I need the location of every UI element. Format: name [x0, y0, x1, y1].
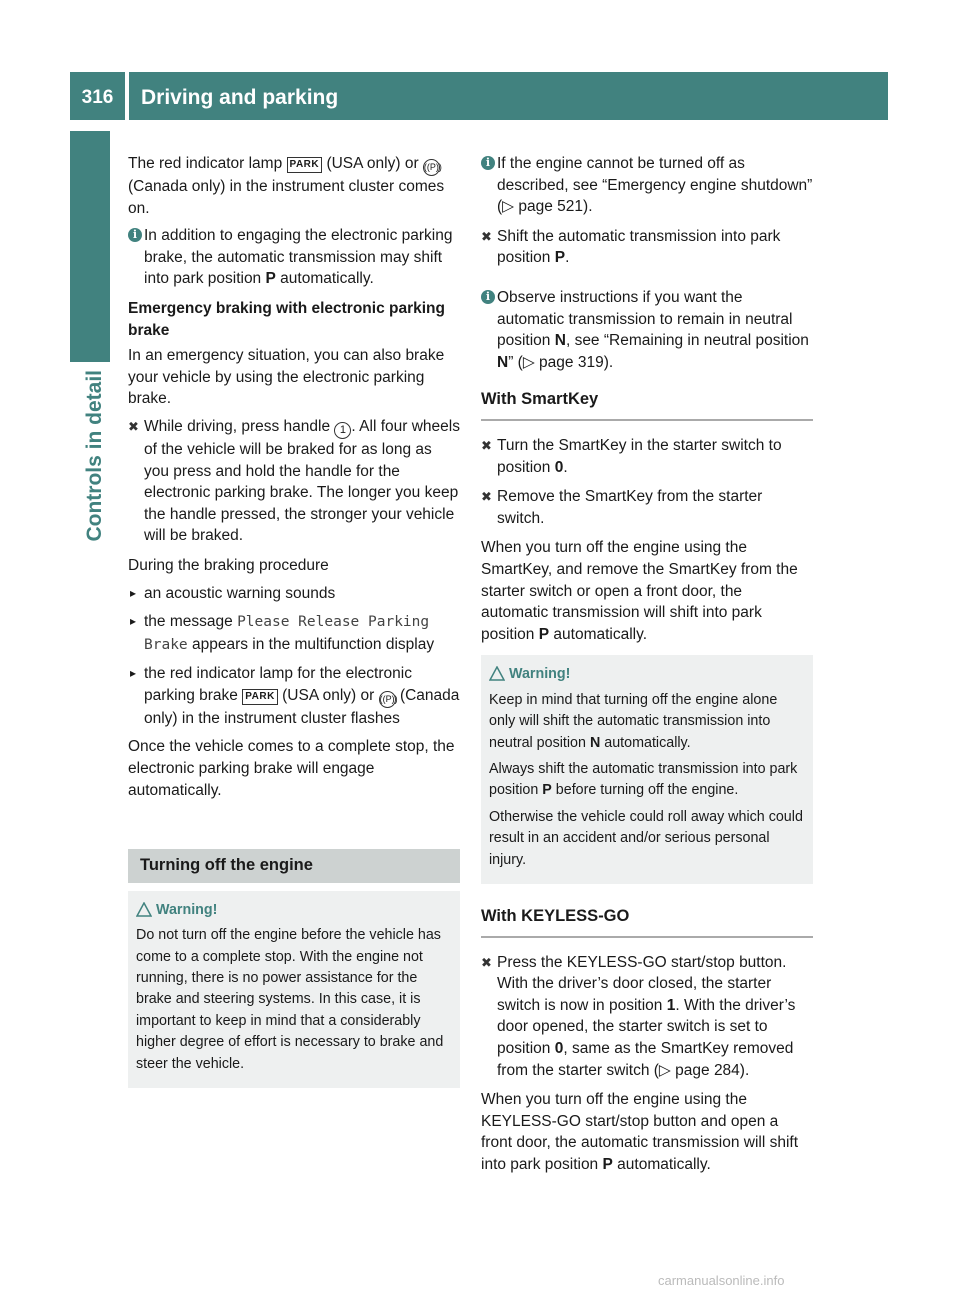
left-column [128, 153, 460, 1110]
step-arrow-icon: ✖ [481, 489, 492, 505]
intro-paragraph: The red indicator lamp PARK (USA only) or ((P)) (Canada only) in the instrument cluster comes on. [128, 155, 445, 217]
park-indicator-icon: PARK [287, 157, 323, 173]
list-item: ▸ the message Please Release Parking Brake appears in the multifunction display [130, 613, 435, 653]
warning-text: Always shift the automatic transmission into park position P before turning off the engine. [489, 760, 798, 799]
step-item: ✖ Remove the SmartKey from the starter switch. [481, 488, 763, 527]
page-title: Driving and parking [129, 72, 888, 120]
right-column [481, 153, 813, 1181]
warning-text: Do not turn off the engine before the vehicle has come to a complete stop. With the engine not running, there is no power assistance for the brake and steering systems. In this case, it is important to keep in mind that a considerably higher degree of effort is necessary to brake and steer the vehicle. [136, 927, 444, 1072]
canada-brake-indicator-icon: ((P)) [423, 159, 440, 176]
info-icon: i [481, 290, 495, 304]
display-message: Please Release Parking Brake [144, 614, 430, 653]
step-item: ✖ Press the KEYLESS-GO start/stop button. With the driver’s door closed, the starter switch is now in position 1. With the driver’s door opened, the starter switch is set to position 0, same as the SmartKey removed from the starter switch (▷ page 284). [481, 953, 796, 1079]
info-note: i Observe instructions if you want the automatic transmission to remain in neutral position N, see “Remaining in neutral position N” (▷ page 319). [481, 287, 813, 373]
list-item: ▸ the red indicator lamp for the electronic parking brake PARK (USA only) or ((P)) (Canada only) in the instrument cluster flashes [130, 665, 460, 727]
warning-icon [136, 902, 152, 917]
info-note: i In addition to engaging the electronic parking brake, the automatic transmission may shift into park position P automatically. [128, 225, 460, 290]
list-item: ▸ an acoustic warning sounds [128, 583, 460, 605]
step-arrow-icon: ✖ [481, 228, 492, 244]
info-icon: i [481, 156, 495, 170]
during-text: During the braking procedure [128, 556, 329, 574]
warning-icon [489, 666, 505, 681]
emergency-heading: Emergency braking with electronic parking brake [128, 299, 445, 339]
step-arrow-icon: ✖ [481, 954, 492, 970]
info-icon: i [128, 228, 142, 242]
once-text: Once the vehicle comes to a complete stop, the electronic parking brake will engage automatically. [128, 738, 455, 799]
page-number: 316 [70, 72, 125, 120]
bullet-icon: ▸ [130, 614, 137, 629]
step-item: ✖ Turn the SmartKey in the starter switch to position 0. [481, 436, 782, 476]
warning-box [481, 655, 813, 884]
side-tab [84, 370, 124, 600]
side-tab-marker [70, 131, 110, 362]
info-note: i If the engine cannot be turned off as described, see “Emergency engine shutdown” (▷ page 521). [481, 153, 813, 218]
park-indicator-icon: PARK [242, 689, 278, 705]
bullet-icon: ▸ [130, 666, 137, 681]
step-arrow-icon: ✖ [481, 437, 492, 453]
emergency-text: In an emergency situation, you can also brake your vehicle by using the electronic parking brake. [128, 347, 445, 408]
watermark: carmanualsonline.info [658, 1273, 785, 1288]
step-item: ✖ While driving, press handle 1 . All four wheels of the vehicle will be braked for as long as you press and hold the handle for the electronic parking brake. The longer you keep the handle pressed, the stronger your vehicle will be braked. [128, 417, 460, 545]
bullet-icon: ▸ [130, 585, 137, 600]
warning-box [128, 891, 460, 1088]
warning-text: Keep in mind that turning off the engine alone only will shift the automatic transmission into neutral position N automatically. [489, 691, 778, 751]
handle-number-icon: 1 [334, 422, 351, 439]
smartkey-text: When you turn off the engine using the SmartKey, and remove the SmartKey from the starter switch or open a front door, the automatic transmission will shift into park position P automatically. [481, 539, 798, 643]
side-tab-label: Controls in detail [83, 370, 106, 542]
section-heading: With SmartKey [481, 389, 813, 421]
step-arrow-icon: ✖ [128, 418, 139, 434]
warning-title: Warning! [489, 664, 805, 685]
warning-text: Otherwise the vehicle could roll away which could result in an accident and/or serious personal injury. [489, 808, 803, 868]
step-item: ✖ Shift the automatic transmission into park position P. [481, 227, 781, 267]
canada-brake-indicator-icon: ((P)) [379, 691, 396, 708]
section-heading: Turning off the engine [128, 849, 460, 883]
warning-title: Warning! [136, 900, 452, 921]
section-heading: With KEYLESS-GO [481, 906, 813, 938]
keyless-go-text: When you turn off the engine using the KEYLESS-GO start/stop button and open a front door, the automatic transmission will shift into park position P automatically. [481, 1091, 799, 1173]
